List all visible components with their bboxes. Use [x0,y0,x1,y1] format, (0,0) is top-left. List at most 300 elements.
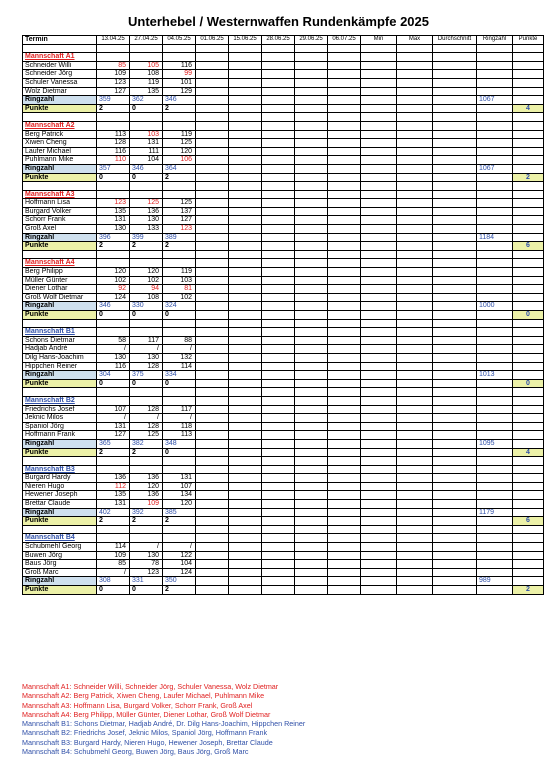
empty-cell [262,345,295,354]
empty-cell [295,139,328,148]
empty-cell [513,336,544,345]
ringzahl-value: 399 [130,233,163,242]
score-cell: 128 [130,362,163,371]
empty-cell [97,250,130,259]
empty-cell [295,285,328,294]
member-name: Burgard Volker [23,207,97,216]
member-row [23,491,544,500]
empty-cell [130,259,163,268]
empty-cell [477,225,513,234]
punkte-total: 0 [513,379,544,388]
score-cell: 128 [97,139,130,148]
empty-cell [397,156,433,165]
punkte-total: 2 [513,173,544,182]
empty-cell [397,448,433,457]
empty-cell [513,216,544,225]
empty-cell [97,534,130,543]
empty-cell [262,78,295,87]
empty-cell [361,293,397,302]
empty-cell [477,379,513,388]
empty-cell [361,53,397,62]
empty-cell [196,345,229,354]
empty-cell [433,508,477,517]
empty-cell [97,457,130,466]
empty-cell [229,182,262,191]
empty-cell [97,113,130,122]
legend-line: Mannschaft B4: Schubmehl Georg, Buwen Jörg, Baus Jörg, Groß Marc [22,747,249,757]
score-cell: 118 [163,422,196,431]
empty-cell [196,482,229,491]
empty-cell [328,44,361,53]
empty-cell [513,474,544,483]
empty-cell [97,465,130,474]
punkte-value: 0 [97,379,130,388]
empty-cell [397,190,433,199]
empty-cell [196,250,229,259]
punkte-label: Punkte [23,517,97,526]
spacer-row [23,44,544,53]
empty-cell [361,491,397,500]
empty-cell [397,87,433,96]
empty-cell [433,285,477,294]
empty-cell [163,121,196,130]
empty-cell [328,233,361,242]
empty-cell [229,44,262,53]
punkte-value: 0 [97,173,130,182]
empty-cell [295,268,328,277]
empty-cell [397,147,433,156]
empty-cell [295,586,328,595]
empty-cell [513,182,544,191]
empty-cell [477,560,513,569]
empty-cell [262,242,295,251]
score-cell: 136 [130,474,163,483]
empty-cell [477,113,513,122]
empty-cell [196,164,229,173]
spacer-row [23,457,544,466]
score-cell: 124 [163,568,196,577]
empty-cell [477,319,513,328]
member-row [23,345,544,354]
empty-cell [196,414,229,423]
score-cell: 104 [130,156,163,165]
score-cell: 85 [97,61,130,70]
team-name: Mannschaft A4 [23,259,97,268]
member-row [23,268,544,277]
empty-cell [433,448,477,457]
empty-cell [397,276,433,285]
punkte-value: 0 [130,586,163,595]
empty-cell [433,104,477,113]
score-cell: / [130,414,163,423]
empty-cell [477,293,513,302]
empty-cell [295,242,328,251]
empty-cell [397,525,433,534]
empty-cell [513,130,544,139]
member-row [23,422,544,431]
empty-cell [295,44,328,53]
empty-cell [361,534,397,543]
team-name: Mannschaft A2 [23,121,97,130]
empty-cell [397,465,433,474]
empty-cell [361,173,397,182]
empty-cell [361,250,397,259]
empty-cell [328,482,361,491]
ringzahl-row [23,439,544,448]
empty-cell [433,173,477,182]
empty-cell [513,371,544,380]
empty-cell [229,139,262,148]
empty-cell [477,70,513,79]
empty-cell [229,586,262,595]
member-row [23,130,544,139]
punkte-value: 0 [163,379,196,388]
empty-cell [433,328,477,337]
empty-cell [229,225,262,234]
empty-cell [295,121,328,130]
empty-cell [295,336,328,345]
empty-cell [397,577,433,586]
empty-cell [130,388,163,397]
ringzahl-value: 362 [130,96,163,105]
empty-cell [397,268,433,277]
score-cell: 119 [163,130,196,139]
column-header: 01.06.25 [196,36,229,45]
empty-cell [229,293,262,302]
empty-cell [433,568,477,577]
empty-cell [262,70,295,79]
empty-cell [328,225,361,234]
empty-cell [262,491,295,500]
empty-cell [433,345,477,354]
empty-cell [229,250,262,259]
empty-cell [196,61,229,70]
empty-cell [262,182,295,191]
empty-cell [361,577,397,586]
empty-cell [262,414,295,423]
member-name: Baus Jörg [23,560,97,569]
empty-cell [196,457,229,466]
empty-cell [295,104,328,113]
score-cell: 99 [163,70,196,79]
score-cell: 116 [97,362,130,371]
empty-cell [328,414,361,423]
empty-cell [262,293,295,302]
empty-cell [397,474,433,483]
column-header: Termin [23,36,97,45]
empty-cell [513,207,544,216]
punkte-value: 2 [97,517,130,526]
empty-cell [397,517,433,526]
empty-cell [196,551,229,560]
empty-cell [295,474,328,483]
score-cell: 125 [130,431,163,440]
score-cell: 119 [130,78,163,87]
empty-cell [163,525,196,534]
empty-cell [513,560,544,569]
empty-cell [295,250,328,259]
score-cell: 135 [130,87,163,96]
ringzahl-value: 346 [130,164,163,173]
empty-cell [513,328,544,337]
empty-cell [477,130,513,139]
empty-cell [130,121,163,130]
empty-cell [397,500,433,509]
empty-cell [328,457,361,466]
empty-cell [229,474,262,483]
member-row [23,207,544,216]
team-header-row [23,121,544,130]
ringzahl-total: 989 [477,577,513,586]
score-cell: 112 [97,482,130,491]
empty-cell [397,96,433,105]
member-row [23,362,544,371]
empty-cell [295,302,328,311]
empty-cell [97,396,130,405]
ringzahl-value: 359 [97,96,130,105]
score-cell: 110 [97,156,130,165]
empty-cell [262,371,295,380]
ringzahl-value: 389 [163,233,196,242]
empty-cell [229,207,262,216]
empty-cell [328,250,361,259]
empty-cell [328,396,361,405]
empty-cell [196,147,229,156]
empty-cell [513,190,544,199]
empty-cell [477,311,513,320]
empty-cell [262,422,295,431]
column-header: Max [397,36,433,45]
empty-cell [229,70,262,79]
punkte-value: 2 [163,586,196,595]
empty-cell [361,70,397,79]
empty-cell [477,465,513,474]
empty-cell [433,207,477,216]
empty-cell [229,113,262,122]
empty-cell [229,302,262,311]
punkte-value: 2 [130,242,163,251]
empty-cell [295,207,328,216]
member-row [23,405,544,414]
punkte-row [23,379,544,388]
empty-cell [295,156,328,165]
empty-cell [262,319,295,328]
empty-cell [397,491,433,500]
empty-cell [229,96,262,105]
empty-cell [397,371,433,380]
score-cell: 120 [130,268,163,277]
empty-cell [361,448,397,457]
empty-cell [295,534,328,543]
empty-cell [295,130,328,139]
score-cell: 102 [130,276,163,285]
empty-cell [361,147,397,156]
empty-cell [513,543,544,552]
empty-cell [262,474,295,483]
empty-cell [196,371,229,380]
empty-cell [513,113,544,122]
empty-cell [433,147,477,156]
empty-cell [229,328,262,337]
member-row [23,61,544,70]
empty-cell [477,586,513,595]
empty-cell [397,336,433,345]
member-name: Hewener Joseph [23,491,97,500]
empty-cell [433,336,477,345]
empty-cell [433,87,477,96]
empty-cell [361,113,397,122]
empty-cell [328,448,361,457]
empty-cell [361,121,397,130]
punkte-value: 2 [163,104,196,113]
empty-cell [97,44,130,53]
empty-cell [397,61,433,70]
empty-cell [97,319,130,328]
empty-cell [295,190,328,199]
empty-cell [513,233,544,242]
punkte-total: 6 [513,517,544,526]
member-name: Laufer Michael [23,147,97,156]
member-name: Schons Dietmar [23,336,97,345]
empty-cell [295,379,328,388]
empty-cell [229,448,262,457]
empty-cell [295,276,328,285]
empty-cell [295,491,328,500]
empty-cell [229,345,262,354]
empty-cell [229,121,262,130]
punkte-value: 0 [163,448,196,457]
empty-cell [229,491,262,500]
empty-cell [196,121,229,130]
empty-cell [229,508,262,517]
empty-cell [397,328,433,337]
empty-cell [328,508,361,517]
empty-cell [433,190,477,199]
empty-cell [397,543,433,552]
score-cell: 127 [97,87,130,96]
member-name: Jeknic Milos [23,414,97,423]
empty-cell [328,121,361,130]
empty-cell [361,362,397,371]
empty-cell [295,551,328,560]
score-cell: 131 [97,500,130,509]
empty-cell [262,216,295,225]
empty-cell [361,104,397,113]
column-header: 15.06.25 [229,36,262,45]
score-cell: 125 [163,139,196,148]
score-cell: 81 [163,285,196,294]
empty-cell [130,113,163,122]
empty-cell [397,534,433,543]
ringzahl-value: 350 [163,577,196,586]
score-cell: 113 [163,431,196,440]
empty-cell [477,517,513,526]
empty-cell [328,353,361,362]
punkte-total: 2 [513,586,544,595]
empty-cell [328,525,361,534]
empty-cell [328,439,361,448]
score-cell: 58 [97,336,130,345]
ringzahl-row [23,96,544,105]
member-name: Diener Lothar [23,285,97,294]
member-name: Burgard Hardy [23,474,97,483]
empty-cell [295,182,328,191]
score-cell: / [163,543,196,552]
member-row [23,336,544,345]
empty-cell [477,328,513,337]
empty-cell [397,345,433,354]
score-cell: 131 [97,422,130,431]
empty-cell [433,474,477,483]
empty-cell [262,568,295,577]
empty-cell [433,139,477,148]
member-name: Puhlmann Mike [23,156,97,165]
empty-cell [262,500,295,509]
empty-cell [477,53,513,62]
empty-cell [262,233,295,242]
empty-cell [328,422,361,431]
empty-cell [397,422,433,431]
empty-cell [477,182,513,191]
empty-cell [196,379,229,388]
empty-cell [397,139,433,148]
empty-cell [295,500,328,509]
empty-cell [433,121,477,130]
ringzahl-value: 324 [163,302,196,311]
empty-cell [262,508,295,517]
team-header-row [23,465,544,474]
empty-cell [477,139,513,148]
empty-cell [262,156,295,165]
empty-cell [477,268,513,277]
empty-cell [397,293,433,302]
empty-cell [196,353,229,362]
score-cell: 78 [130,560,163,569]
empty-cell [328,87,361,96]
empty-cell [397,551,433,560]
member-row [23,87,544,96]
empty-cell [229,500,262,509]
member-row [23,568,544,577]
empty-cell [328,70,361,79]
empty-cell [397,396,433,405]
empty-cell [196,543,229,552]
empty-cell [130,53,163,62]
empty-cell [477,525,513,534]
empty-cell [328,78,361,87]
empty-cell [163,534,196,543]
empty-cell [196,233,229,242]
ringzahl-row [23,371,544,380]
empty-cell [262,353,295,362]
empty-cell [328,285,361,294]
punkte-label: Punkte [23,104,97,113]
empty-cell [229,405,262,414]
empty-cell [196,319,229,328]
ringzahl-value: 385 [163,508,196,517]
ringzahl-value: 348 [163,439,196,448]
empty-cell [23,250,97,259]
empty-cell [196,53,229,62]
empty-cell [262,328,295,337]
empty-cell [397,457,433,466]
empty-cell [229,371,262,380]
ringzahl-label: Ringzahl [23,96,97,105]
score-cell: 125 [163,199,196,208]
punkte-total: 0 [513,311,544,320]
empty-cell [477,147,513,156]
empty-cell [262,147,295,156]
